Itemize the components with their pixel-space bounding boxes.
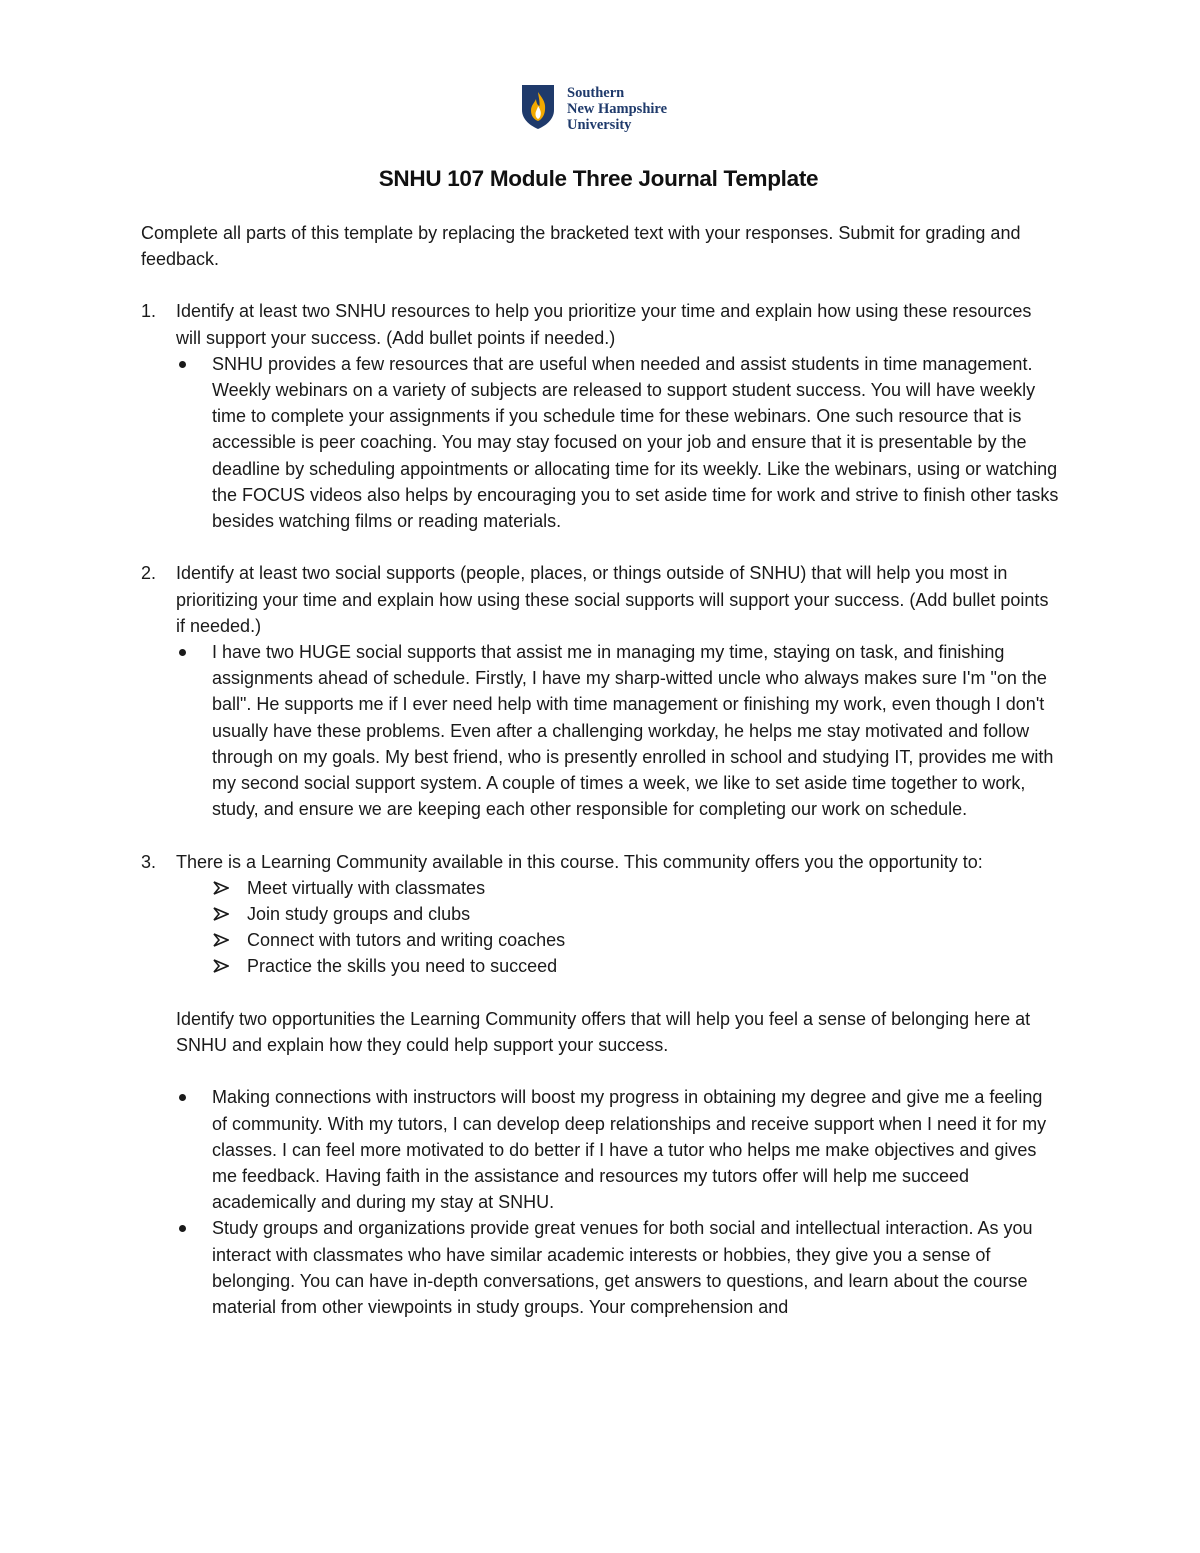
followup-prompt: Identify two opportunities the Learning Community offers that will help you feel a sense of belonging here at SNHU and explain how they could help support your success. [176,1008,1031,1056]
answer-text: Study groups and organizations provide great venues for both social and intellectual interaction. As you interact with classmates who have similar academic interests or hobbies, they give you a sense of belonging. You can have in-depth conversations, get answers to questions, and learn about the course material from other viewpoints in study groups. Your comprehension and [212,1218,1033,1318]
shield-flame-icon [521,84,555,130]
opportunity-text: Meet virtually with classmates [247,877,486,898]
logo-wordmark [567,85,667,133]
opportunity-text: Join study groups and clubs [247,904,471,925]
answer-list [176,1084,1061,1320]
logo-line: New Hampshire [567,101,668,117]
arrow-bullet-icon [213,959,229,973]
bullet-icon [179,1225,186,1232]
bullet-icon [179,1094,186,1101]
opportunity-item [176,901,1061,927]
bullet-icon [179,649,186,656]
opportunity-item [176,927,1061,953]
answer-bullet [176,1215,1061,1320]
instructions-paragraph: Complete all parts of this template by replacing the bracketed text with your responses. Submit for grading and feedback. [141,223,1021,270]
answer-text: Making connections with instructors will boost my progress in obtaining my degree and give me a feeling of community. With my tutors, I can develop deep relationships and receive support when I need it for my classes. I can feel more motivated to do better if I have a tutor who helps me make objectives and gives me feedback. Having faith in the assistance and resources my tutors offer will help me succeed academically and during my stay at SNHU. [212,1087,1047,1213]
question-prompt: Identify at least two social supports (people, places, or things outside of SNHU) that will help you most in prioritizing your time and explain how using these social supports will support your success. (Add bullet points if needed.) [176,563,1049,636]
answer-list [176,351,1061,534]
logo-line: Southern [567,85,625,101]
answer-bullet [176,639,1061,822]
answer-list [176,639,1061,822]
opportunity-item [176,875,1061,901]
answer-bullet [176,351,1061,534]
answer-text: I have two HUGE social supports that assist me in managing my time, staying on task, and finishing assignments ahead of schedule. Firstly, I have my sharp-witted uncle who always makes sure I'm "on the ball". He supports me if I ever need help with time management or finishing my work, even though I don't usually have these problems. Even after a challenging workday, he helps me stay motivated and follow through on my goals. My best friend, who is presently enrolled in school and studying IT, provides me with my second social support system. A couple of times a week, we like to set aside time together to work, study, and ensure we are keeping each other responsible for completing our work on schedule. [212,642,1054,820]
question-prompt: There is a Learning Community available in this course. This community offers you the opportunity to: [176,851,983,872]
question-prompt: Identify at least two SNHU resources to help you prioritize your time and explain how using these resources will support your success. (Add bullet points if needed.) [176,301,1032,348]
opportunity-item [176,953,1061,979]
question-number: 1. [141,301,157,322]
question-number: 2. [141,563,157,584]
university-logo [521,84,667,132]
question-item [141,560,1061,848]
answer-text: SNHU provides a few resources that are useful when needed and assist students in time management. Weekly webinars on a variety of subjects are released to support student success. You will have weekly time to complete your assignments if you schedule time for these webinars. One such resource that is accessible is peer coaching. You may stay focused on your job and ensure that it is presentable by the deadline by scheduling appointments or allocating time for its weekly. Like the webinars, using or watching the FOCUS videos also helps by encouraging you to set aside time for work and strive to finish other tasks besides watching films or reading materials. [212,353,1059,532]
answer-bullet [176,1084,1061,1215]
opportunity-text: Practice the skills you need to succeed [247,956,558,977]
opportunity-list [176,875,1061,980]
logo-line: University [567,117,632,133]
bullet-icon [179,361,186,368]
question-number: 3. [141,851,157,872]
arrow-bullet-icon [213,933,229,947]
document-body [141,220,1061,1320]
opportunity-text: Connect with tutors and writing coaches [247,930,566,951]
question-item [141,298,1061,560]
arrow-bullet-icon [213,881,229,895]
page-title: SNHU 107 Module Three Journal Template [378,166,819,191]
question-item [141,849,1061,1321]
question-list [141,298,1061,1320]
arrow-bullet-icon [213,907,229,921]
